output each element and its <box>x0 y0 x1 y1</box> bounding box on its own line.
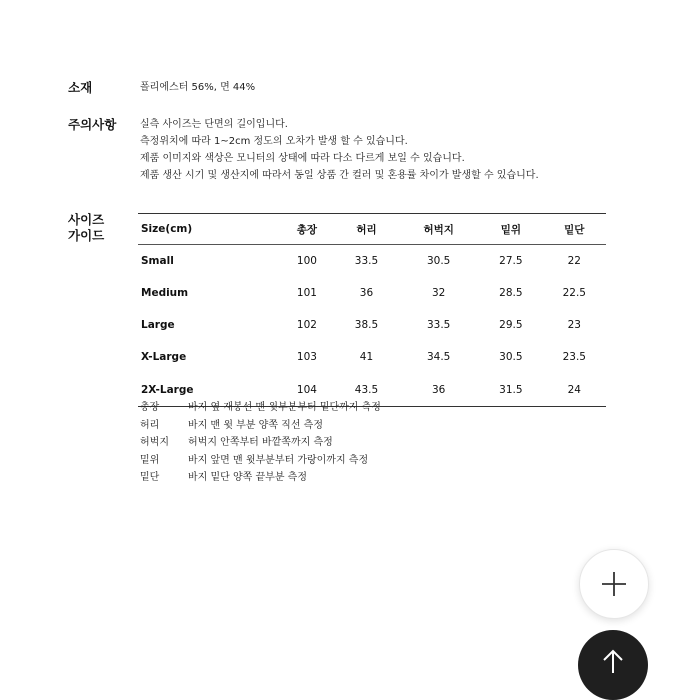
table-cell: 36 <box>431 383 446 396</box>
table-cell: 23 <box>567 319 581 331</box>
table-cell: 32 <box>431 287 446 299</box>
table-cell: 24 <box>567 383 581 396</box>
measurement-definitions <box>140 399 381 487</box>
caution-notes <box>140 116 539 184</box>
definition-desc: 허벅지 안쪽부터 바깥쪽까지 측정 <box>188 437 333 448</box>
table-cell: 30.5 <box>426 255 451 267</box>
scroll-to-top-button[interactable] <box>578 630 648 700</box>
definition-desc: 바지 밑단 양쪽 끝부분 측정 <box>188 472 307 483</box>
header-cell: 총장 <box>279 214 335 245</box>
table-cell: 22 <box>567 255 581 267</box>
definition-term: 총장 <box>140 402 160 413</box>
definition-term: 허리 <box>140 419 160 431</box>
table-cell: 102 <box>296 319 317 331</box>
plus-icon <box>601 571 627 597</box>
caution-line: 제품 이미지와 색상은 모니터의 상태에 따라 다소 다르게 보일 수 있습니다. <box>140 153 465 164</box>
size-guide-label-line: 가이드 <box>68 228 105 243</box>
definition-desc: 바지 맨 윗 부분 양쪽 직선 측정 <box>188 419 323 431</box>
table-row <box>138 245 606 278</box>
definition-term: 밑단 <box>140 472 160 483</box>
header-cell: 밑단 <box>543 214 606 245</box>
caution-label: 주의사항 <box>68 117 117 132</box>
table-cell: 34.5 <box>426 351 451 363</box>
table-cell: 100 <box>296 255 317 267</box>
size-guide-label-line: 사이즈 <box>68 212 105 227</box>
caution-line: 측정위치에 따라 1~2cm 정도의 오차가 발생 할 수 있습니다. <box>140 136 408 147</box>
definition-term: 허벅지 <box>140 437 169 448</box>
header-cell: 허리 <box>335 214 398 245</box>
table-cell: 33.5 <box>354 255 379 267</box>
table-row <box>138 309 606 341</box>
table-row <box>138 277 606 309</box>
table-cell: 101 <box>296 287 317 299</box>
table-cell: 31.5 <box>499 383 523 396</box>
table-cell: 36 <box>359 287 374 299</box>
table-row <box>138 341 606 373</box>
table-cell: 30.5 <box>499 351 523 363</box>
size-table-header <box>138 214 606 245</box>
caution-line: 제품 생산 시기 및 생산지에 따라서 동일 상품 간 컬러 및 혼용률 차이가 발생할 수 있습니다. <box>140 170 539 181</box>
arrow-up-icon <box>600 647 626 673</box>
definition-desc: 바지 옆 재봉선 맨 윗부분부터 밑단까지 측정 <box>188 402 381 413</box>
size-name-cell: Medium <box>141 287 189 299</box>
table-cell: 41 <box>359 351 374 363</box>
definition-row <box>140 417 381 435</box>
header-cell: 허벅지 <box>398 214 479 245</box>
table-cell: 103 <box>296 351 317 363</box>
caution-line: 실측 사이즈는 단면의 길이입니다. <box>140 119 288 130</box>
table-cell: 29.5 <box>499 319 523 331</box>
definition-row <box>140 469 381 487</box>
table-cell: 104 <box>296 383 317 396</box>
definition-row <box>140 399 381 417</box>
size-name-cell: Large <box>141 319 175 331</box>
header-cell: 밑위 <box>479 214 542 245</box>
material-label: 소재 <box>68 80 93 95</box>
header-cell: Size(cm) <box>138 214 279 245</box>
definition-row <box>140 434 381 452</box>
definition-desc: 바지 앞면 맨 윗부분부터 가랑이까지 측정 <box>188 454 369 466</box>
table-cell: 28.5 <box>499 287 523 299</box>
definition-term: 밑위 <box>140 454 160 466</box>
table-cell: 22.5 <box>562 287 586 299</box>
definition-row <box>140 452 381 470</box>
size-name-cell: Small <box>141 255 174 267</box>
size-guide-label <box>68 212 104 244</box>
material-value: 폴리에스터 56%, 면 44% <box>140 82 256 93</box>
table-cell: 43.5 <box>354 383 379 396</box>
size-table <box>138 213 606 407</box>
table-cell: 23.5 <box>562 351 586 363</box>
add-button[interactable] <box>579 549 649 619</box>
table-cell: 38.5 <box>354 319 379 331</box>
table-cell: 33.5 <box>426 319 451 331</box>
size-name-cell: X-Large <box>141 351 187 363</box>
size-name-cell: 2X-Large <box>141 383 194 396</box>
table-cell: 27.5 <box>499 255 523 267</box>
